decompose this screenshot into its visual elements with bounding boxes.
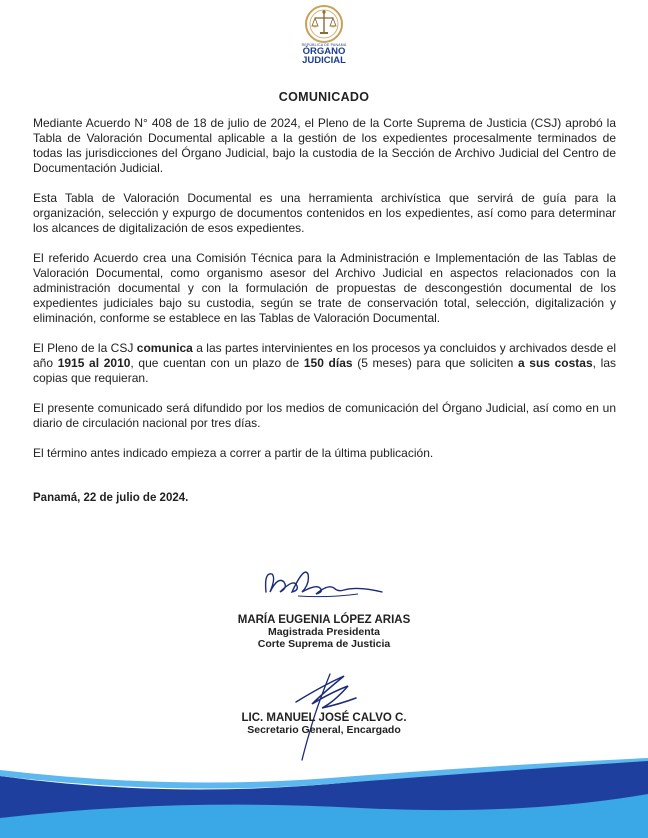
signer-1-org: Corte Suprema de Justicia bbox=[257, 638, 391, 650]
signer-2-role: Secretario General, Encargado bbox=[247, 724, 401, 736]
signature-block-secretary bbox=[0, 712, 648, 736]
scales-of-justice-emblem-icon bbox=[304, 4, 344, 44]
document-body bbox=[33, 116, 616, 521]
p4-bold-costs: a sus costas bbox=[517, 356, 593, 370]
organo-judicial-logo bbox=[289, 4, 359, 74]
logo-republic-text: REPÚBLICA DE PANAMÁ bbox=[301, 43, 347, 47]
footer-wave-banner bbox=[0, 758, 648, 838]
document-title: COMUNICADO bbox=[278, 90, 370, 104]
p4-bold-days: 150 días bbox=[303, 356, 353, 370]
p4-text-2: a las partes intervinientes en los procesos ya concluidos y archivados desde el año bbox=[33, 341, 617, 370]
p4-text-3: , que cuentan con un plazo de bbox=[130, 356, 304, 370]
signer-1-role: Magistrada Presidenta bbox=[267, 626, 381, 638]
paragraph-3: El referido Acuerdo crea una Comisión Técnica para la Administración e Implementación de las Tablas de Valoración Documental, como organismo asesor del Archivo Judicial en aspectos relacionados con la administración documental y con la formulación de propuestas de descongestión documental de los expedientes judiciales bajo su custodia, según se trate de conservación total, selección, digitalización y eliminación, conforme se establece en las Tablas de Valoración Documental. bbox=[33, 251, 616, 325]
logo-line-judicial: JUDICIAL bbox=[302, 55, 346, 66]
p4-text-5: , las copias que requieran. bbox=[33, 356, 616, 385]
p4-bold-comunica: comunica bbox=[136, 341, 193, 355]
signature-block-president bbox=[0, 614, 648, 650]
signer-1-name: MARÍA EUGENIA LÓPEZ ARIAS bbox=[237, 614, 411, 626]
date-line: Panamá, 22 de julio de 2024. bbox=[33, 492, 189, 504]
p4-text-1: El Pleno de la CSJ bbox=[33, 341, 137, 355]
p4-text-4: (5 meses) para que soliciten bbox=[352, 356, 518, 370]
p4-bold-years: 1915 al 2010 bbox=[57, 356, 131, 370]
paragraph-4 bbox=[33, 341, 616, 386]
paragraph-2: Esta Tabla de Valoración Documental es una herramienta archivística que servirá de guía para la organización, selección y expurgo de documentos contenidos en los expedientes, así como para determinar los alcances de digitalización de esos expedientes. bbox=[33, 191, 616, 235]
signature-1-scribble-icon bbox=[258, 562, 388, 612]
paragraph-5: El presente comunicado será difundido por los medios de comunicación del Órgano Judicial, así como en un diario de circulación nacional por tres días. bbox=[33, 401, 616, 430]
logo-line-organo: ÓRGANO bbox=[302, 46, 346, 57]
paragraph-6: El término antes indicado empieza a correr a partir de la última publicación. bbox=[33, 446, 434, 460]
signer-2-name: LIC. MANUEL JOSÉ CALVO C. bbox=[241, 712, 407, 724]
paragraph-1: Mediante Acuerdo N° 408 de 18 de julio de 2024, el Pleno de la Corte Suprema de Justicia (CSJ) aprobó la Tabla de Valoración Documental aplicable a la gestión de los expedientes procesalmente terminados de todas las jurisdicciones del Órgano Judicial, bajo la custodia de la Sección de Archivo Judicial del Centro de Documentación Judicial. bbox=[33, 116, 616, 175]
